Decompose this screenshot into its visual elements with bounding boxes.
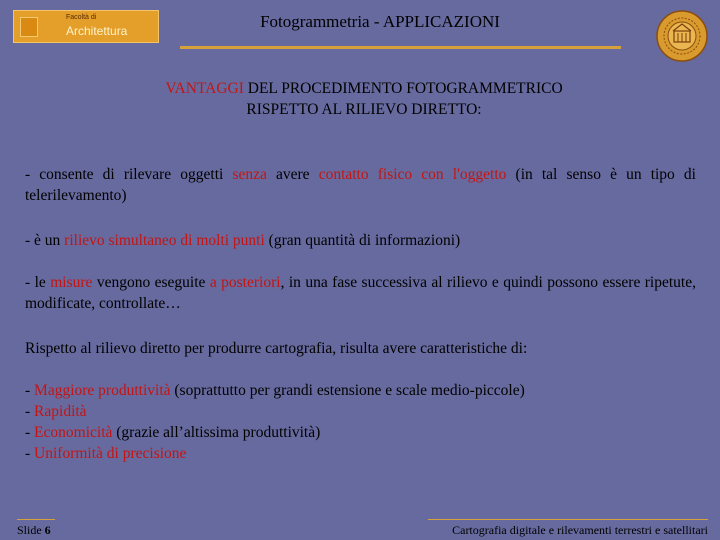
paragraph-measures <box>25 272 696 314</box>
text: - le <box>25 274 51 291</box>
emphasis: Maggiore produttività <box>34 382 171 399</box>
text: vengono eseguite <box>92 274 210 291</box>
heading-emphasis: VANTAGGI <box>165 80 244 97</box>
faculty-logo <box>13 10 159 43</box>
footer-right-line <box>428 519 708 520</box>
title-underline <box>180 46 621 49</box>
emphasis: misure <box>50 274 93 291</box>
logo-line1: Facoltà di <box>66 14 97 21</box>
dash: - <box>25 445 35 462</box>
course-title: Cartografia digitale e rilevamenti terrestri e satellitari <box>452 523 708 537</box>
emphasis: Economicità <box>34 424 113 441</box>
slide-number <box>17 523 51 538</box>
text: (soprattutto per grandi estensione e scale medio-piccole) <box>170 382 525 399</box>
logo-mark <box>20 17 38 37</box>
paragraph-contact <box>25 164 696 206</box>
text: - è un <box>25 232 65 249</box>
page-title: Fotogrammetria - APPLICAZIONI <box>260 12 500 31</box>
text: - consente di rilevare oggetti <box>25 166 233 183</box>
slide-label: Slide <box>17 523 42 537</box>
list-item <box>25 380 696 401</box>
list-item <box>25 443 696 464</box>
list-item <box>25 401 696 422</box>
emphasis: Rapidità <box>34 403 87 420</box>
emphasis: rilievo simultaneo di molti punti <box>64 232 265 249</box>
paragraph-comparison: Rispetto al rilievo diretto per produrre cartografia, risulta avere caratteristiche di: <box>25 340 528 357</box>
footer-left-line <box>17 519 55 520</box>
text: avere <box>266 166 319 183</box>
heading-line2: RISPETTO AL RILIEVO DIRETTO: <box>246 101 482 118</box>
section-heading <box>40 78 688 120</box>
emphasis: a posteriori <box>209 274 281 291</box>
university-seal-icon <box>655 9 709 63</box>
dash: - <box>25 424 35 441</box>
heading-text: DEL PROCEDIMENTO FOTOGRAMMETRICO <box>243 80 563 97</box>
dash: - <box>25 382 35 399</box>
paragraph-simultaneous <box>25 230 696 251</box>
characteristics-list <box>25 380 696 464</box>
emphasis: Uniformità di precisione <box>34 445 187 462</box>
text: , in una fase successiva al rilievo e quindi possono essere ripetute, modificate, controllate… <box>25 274 696 312</box>
logo-line2: Architettura <box>66 24 128 38</box>
slide-number-value: 6 <box>44 523 51 537</box>
text: (in tal senso è un tipo di telerilevamento) <box>25 166 696 204</box>
list-item <box>25 422 696 443</box>
emphasis: senza <box>232 166 267 183</box>
dash: - <box>25 403 35 420</box>
emphasis: contatto fisico con l'oggetto <box>318 166 507 183</box>
text: (grazie all’altissima produttività) <box>112 424 321 441</box>
text: (gran quantità di informazioni) <box>264 232 461 249</box>
